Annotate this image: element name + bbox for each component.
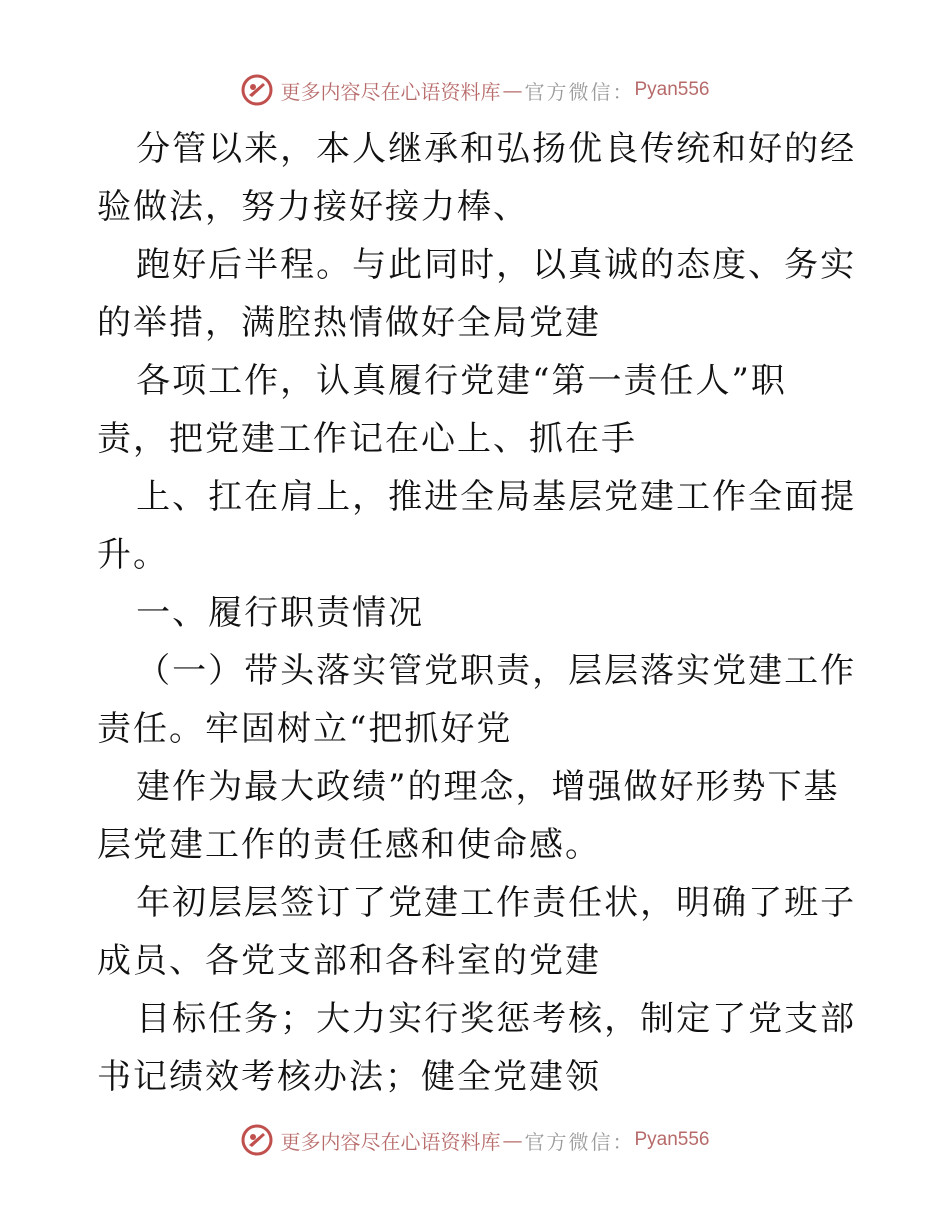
wechat-label: 官方微信： — [524, 79, 635, 104]
brand-logo-icon — [240, 1123, 274, 1157]
paragraph: （一）带头落实管党职责，层层落实党建工作责任。牢固树立“把抓好党 — [97, 651, 857, 749]
paragraph: 建作为最大政绩”的理念，增强做好形势下基层党建工作的责任感和使命感。 — [97, 767, 840, 865]
footer-banner — [0, 1120, 950, 1160]
wechat-label: 官方微信： — [524, 1129, 635, 1154]
banner-text: 更多内容尽在心语资料库 — [280, 79, 501, 104]
paragraph: 目标任务；大力实行奖惩考核，制定了党支部书记绩效考核办法；健全党建领 — [97, 999, 857, 1097]
paragraph: 分管以来，本人继承和弘扬优良传统和好的经验做法，努力接好接力棒、 — [97, 129, 857, 227]
paragraph: 跑好后半程。与此同时，以真诚的态度、务实的举措，满腔热情做好全局党建 — [97, 245, 857, 343]
document-body — [97, 120, 857, 1106]
banner-text: 更多内容尽在心语资料库 — [280, 1129, 501, 1154]
banner-separator: — — [502, 78, 523, 102]
section-heading: 一、履行职责情况 — [136, 593, 425, 633]
brand-logo-icon — [240, 73, 274, 107]
header-banner — [0, 70, 950, 110]
wechat-id: Pyan556 — [634, 1129, 710, 1150]
paragraph: 年初层层签订了党建工作责任状，明确了班子成员、各党支部和各科室的党建 — [97, 883, 857, 981]
wechat-id: Pyan556 — [634, 79, 710, 100]
paragraph: 各项工作，认真履行党建“第一责任人”职责，把党建工作记在心上、抓在手 — [97, 361, 787, 459]
paragraph: 上、扛在肩上，推进全局基层党建工作全面提升。 — [97, 477, 857, 575]
banner-separator: — — [502, 1128, 523, 1152]
